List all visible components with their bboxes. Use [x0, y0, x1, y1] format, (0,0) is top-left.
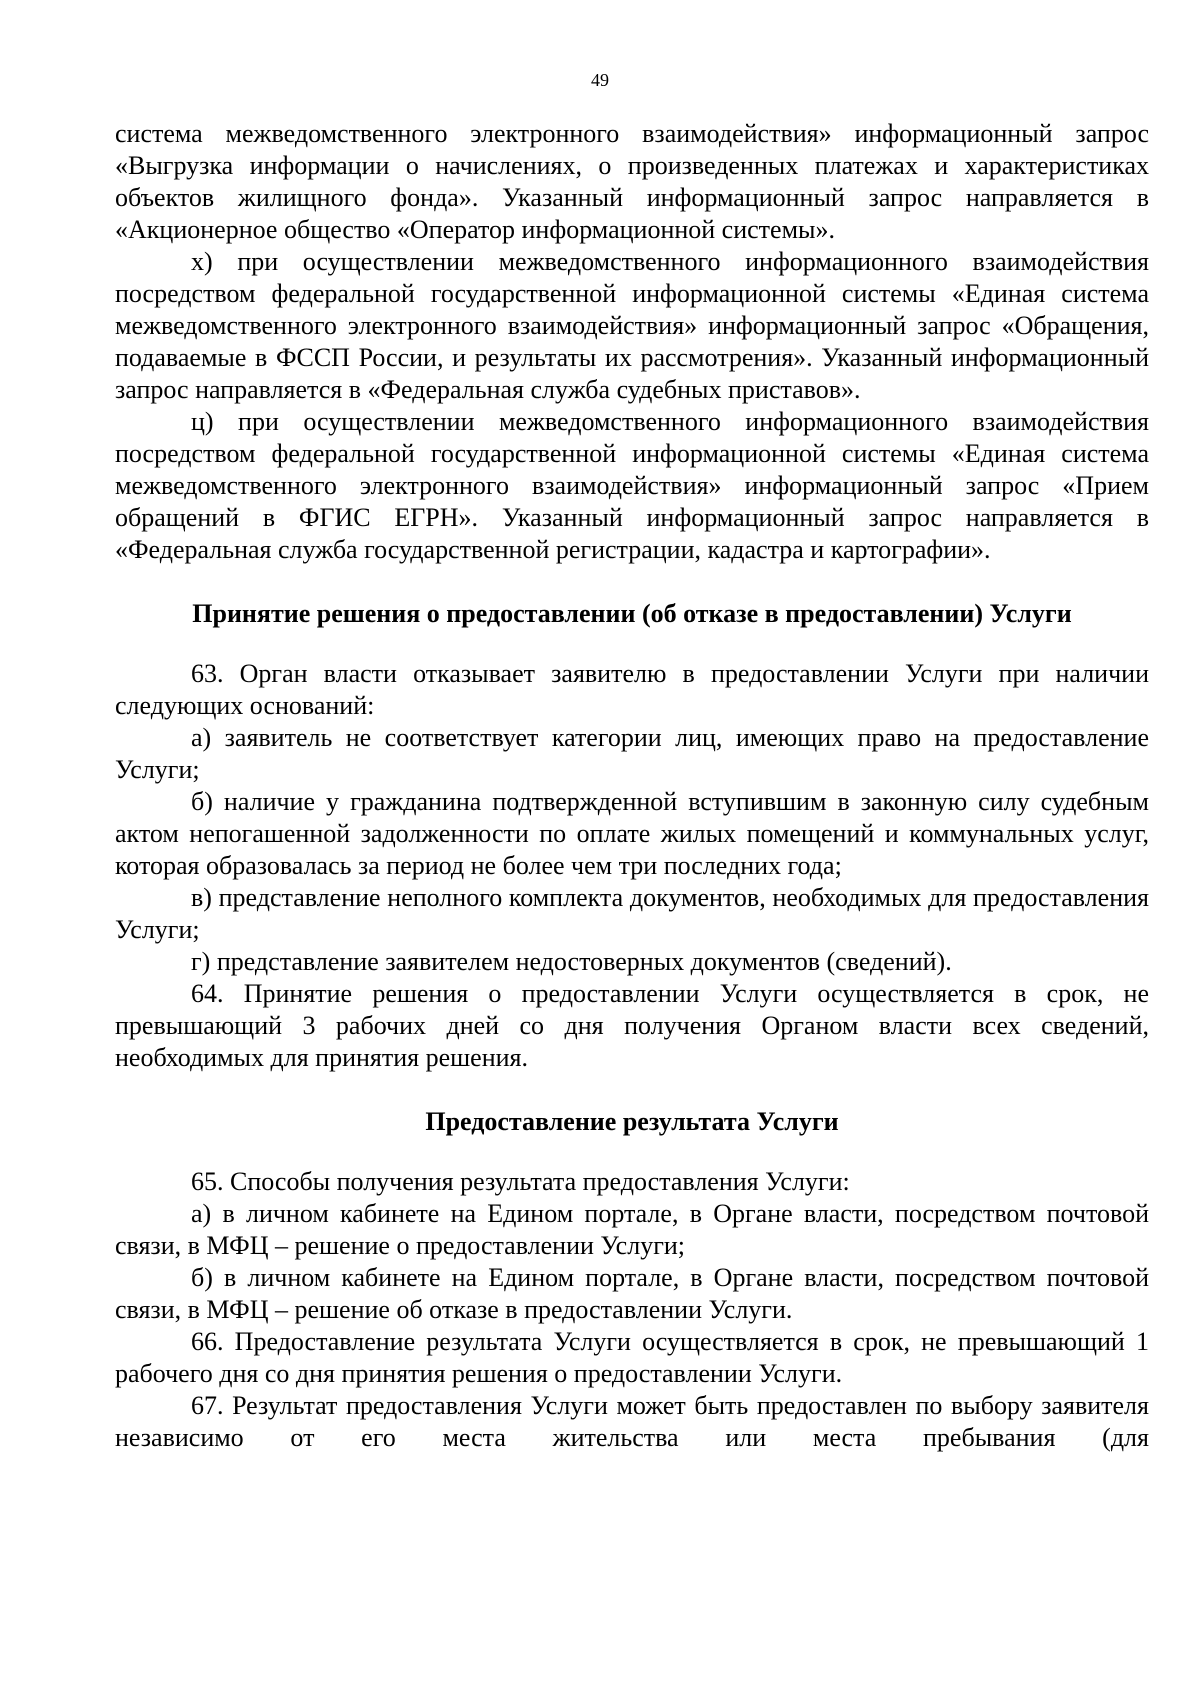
- paragraph-item-kh: х) при осуществлении межведомственного информационного взаимодействия посредством федеральной государственной информационной системы «Единая система межведомственного электронного взаимодействия» информационный запрос «Обращения, подаваемые в ФССП России, и результаты их рассмотрения». Указанный информационный запрос направляется в «Федеральная служба судебных приставов».: [115, 247, 1149, 404]
- paragraph-65-b: б) в личном кабинете на Едином портале, в Органе власти, посредством почтовой связи, в МФЦ – решение об отказе в предоставлении Услуги.: [115, 1263, 1149, 1324]
- paragraph-63-b: б) наличие у гражданина подтвержденной вступившим в законную силу судебным актом непогашенной задолженности по оплате жилых помещений и коммунальных услуг, которая образовалась за период не более чем три последних года;: [115, 787, 1149, 880]
- paragraph-65: 65. Способы получения результата предоставления Услуги:: [191, 1167, 850, 1196]
- page-number: 49: [591, 70, 609, 90]
- paragraph-63: 63. Орган власти отказывает заявителю в предоставлении Услуги при наличии следующих оснований:: [115, 659, 1149, 720]
- section-heading-result: Предоставление результата Услуги: [425, 1107, 839, 1136]
- section-heading-decision: Принятие решения о предоставлении (об отказе в предоставлении) Услуги: [192, 599, 1072, 628]
- paragraph-continuation: система межведомственного электронного взаимодействия» информационный запрос «Выгрузка информации о начислениях, о произведенных платежах и характеристиках объектов жилищного фонда». Указанный информационный запрос направляется в «Акционерное общество «Оператор информационной системы».: [115, 119, 1149, 244]
- paragraph-63-a: а) заявитель не соответствует категории лиц, имеющих право на предоставление Услуги;: [115, 723, 1149, 784]
- paragraph-63-v: в) представление неполного комплекта документов, необходимых для предоставления Услуги;: [115, 883, 1149, 944]
- paragraph-63-g: г) представление заявителем недостоверных документов (сведений).: [191, 947, 952, 976]
- document-body: [115, 118, 1149, 1454]
- paragraph-67: 67. Результат предоставления Услуги может быть предоставлен по выбору заявителя независимо от его места жительства или места пребывания (для: [115, 1391, 1149, 1452]
- paragraph-64: 64. Принятие решения о предоставлении Услуги осуществляется в срок, не превышающий 3 рабочих дней со дня получения Органом власти всех сведений, необходимых для принятия решения.: [115, 979, 1149, 1072]
- paragraph-item-ts: ц) при осуществлении межведомственного информационного взаимодействия посредством федеральной государственной информационной системы «Единая система межведомственного электронного взаимодействия» информационный запрос «Прием обращений в ФГИС ЕГРН». Указанный информационный запрос направляется в «Федеральная служба государственной регистрации, кадастра и картографии».: [115, 407, 1149, 564]
- paragraph-65-a: а) в личном кабинете на Едином портале, в Органе власти, посредством почтовой связи, в МФЦ – решение о предоставлении Услуги;: [115, 1199, 1149, 1260]
- paragraph-66: 66. Предоставление результата Услуги осуществляется в срок, не превышающий 1 рабочего дня со дня принятия решения о предоставлении Услуги.: [115, 1327, 1149, 1388]
